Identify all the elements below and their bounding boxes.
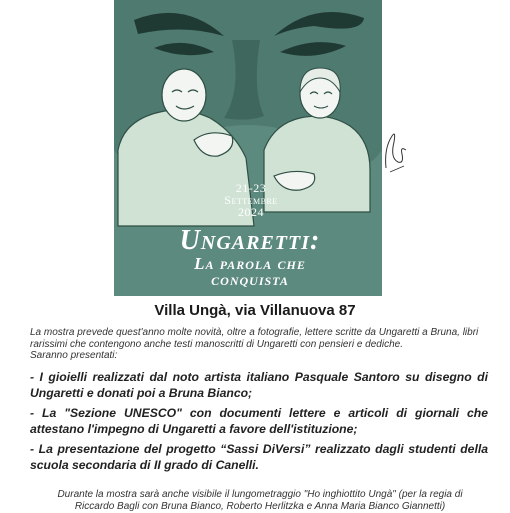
title-line-2: La parola che [194, 254, 306, 273]
bullet-item: - La "Sezione UNESCO" con documenti lettere e articoli di giornali che attestano l'impegno di Ungaretti a favore dell'istituzione; [30, 406, 488, 436]
dates-year: 2024 [238, 205, 264, 219]
poster-title [118, 226, 382, 288]
intro-presented: Saranno presentati: [30, 350, 118, 361]
figure-left-head [162, 69, 206, 121]
bullet-item: - I gioielli realizzati dal noto artista italiano Pasquale Santoro su disegno di Ungaretti e donati poi a Bruna Bianco; [30, 370, 488, 400]
title-line-3: conquista [211, 270, 289, 289]
signature-mark [380, 128, 410, 174]
dates-days: 21-23 [235, 181, 267, 195]
venue-address: Villa Ungà, via Villanuova 87 [154, 302, 356, 319]
footer-note [30, 489, 490, 513]
bullet-item: - La presentazione del progetto “Sassi DiVersi” realizzato dagli studenti della scuola secondaria di II grado di Canelli. [30, 442, 488, 472]
title-line-1: Ungaretti: [179, 225, 321, 256]
footer-line-1: Durante la mostra sarà anche visibile il lungometraggio "Ho inghiottito Ungà" (per la regia di [57, 489, 463, 500]
event-dates [196, 182, 306, 218]
bullet-list [30, 370, 488, 478]
intro-paragraph [30, 327, 490, 362]
footer-line-2: Riccardo Bagli con Bruna Bianco, Roberto Herlitzka e Anna Maria Bianco Giannetti) [74, 501, 446, 512]
intro-text: La mostra prevede quest'anno molte novità, oltre a fotografie, lettere scritte da Ungaretti a Bruna, libri rarissimi che contengono anche testi manoscritti di Ungaretti con pensieri e dediche. [30, 327, 479, 350]
dates-month: Settembre [224, 193, 278, 207]
